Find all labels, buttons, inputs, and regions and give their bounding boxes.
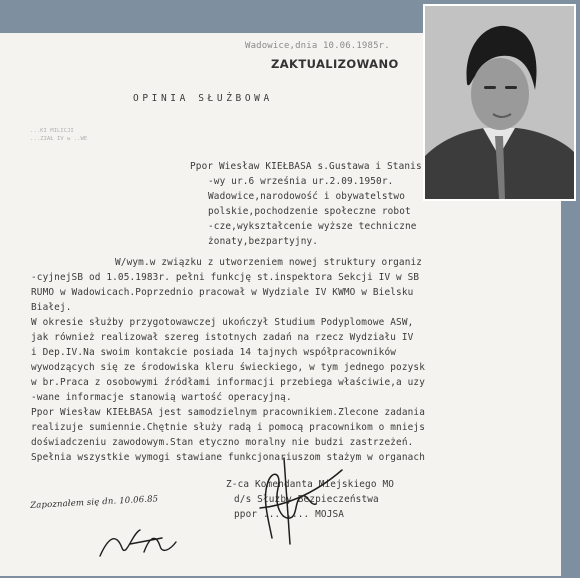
- handwritten-acknowledgement: Zapoznałem się dn. 10.06.85: [30, 494, 159, 511]
- signature-right-icon: [232, 448, 352, 548]
- body-line-9: w br.Praca z osobowymi źródłami informacji przebiega właściwie,a uzy: [31, 377, 426, 388]
- body-line-8: wywodzących się ze środowiska kleru świeckiego, w tym jednego pozysk: [31, 362, 426, 373]
- subject-line-2: -wy ur.6 września ur.2.09.1950r.: [208, 176, 394, 187]
- place-date: Wadowice,dnia 10.06.1985r.: [245, 41, 390, 51]
- update-stamp: ZAKTUALIZOWANO: [271, 57, 399, 71]
- subject-line-4: polskie,pochodzenie społeczne robot: [208, 206, 411, 217]
- portrait-photo: [423, 4, 576, 201]
- subject-line-6: żonaty,bezpartyjny.: [208, 236, 319, 247]
- subject-line-3: Wadowice,narodowość i obywatelstwo: [208, 191, 406, 202]
- body-line-11: Ppor Wiesław KIEŁBASA jest samodzielnym pracownikiem.Zlecone zadania: [31, 407, 426, 418]
- body-line-12: realizuje sumiennie.Chętnie służy radą i pomocą pracownikom o mniejs: [31, 422, 426, 433]
- subject-line-1: Ppor Wiesław KIEŁBASA s.Gustawa i Stanis: [190, 161, 422, 172]
- body-line-3: RUMO w Wadowicach.Poprzednio pracował w Wydziale IV KWMO w Bielsku: [31, 287, 414, 298]
- body-line-14: Spełnia wszystkie wymogi stawiane funkcjonariuszom stażym w organach: [31, 452, 426, 463]
- portrait-image: [425, 6, 574, 199]
- signoff-line-3: ppor ........ MOJSA: [234, 509, 345, 520]
- body-line-4: Białej.: [31, 302, 72, 313]
- body-line-13: doświadczeniu zawodowym.Stan etyczno moralny nie budzi zastrzeżeń.: [31, 437, 414, 448]
- body-line-1: W/wym.w związku z utworzeniem nowej struktury organiz: [115, 257, 423, 268]
- body-line-5: W okresie służby przygotowawczej ukończył Studium Podyplomowe ASW,: [31, 317, 414, 328]
- document-title: OPINIA SŁUŻBOWA: [133, 93, 273, 104]
- office-stamp: ...KI MILICJI ...ZIAŁ IV w ..WE: [30, 128, 88, 142]
- body-line-10: -wane informacje stanowią wartość operacyjną.: [31, 392, 292, 403]
- signature-left-icon: [90, 508, 190, 568]
- body-line-2: -cyjnejSB od 1.05.1983r. pełni funkcję st.inspektora Sekcji IV w SB: [31, 272, 420, 283]
- signoff-line-2: d/s Służby Bezpieczeństwa: [234, 494, 379, 505]
- body-line-7: i Dep.IV.Na swoim kontakcie posiada 14 tajnych współpracowników: [31, 347, 397, 358]
- subject-line-5: -cze,wykształcenie wyższe techniczne: [208, 221, 417, 232]
- body-line-6: jak również realizował szereg istotnych zadań na rzecz Wydziału IV: [31, 332, 414, 343]
- signoff-line-1: Z-ca Komendanta Miejskiego MO: [226, 479, 395, 490]
